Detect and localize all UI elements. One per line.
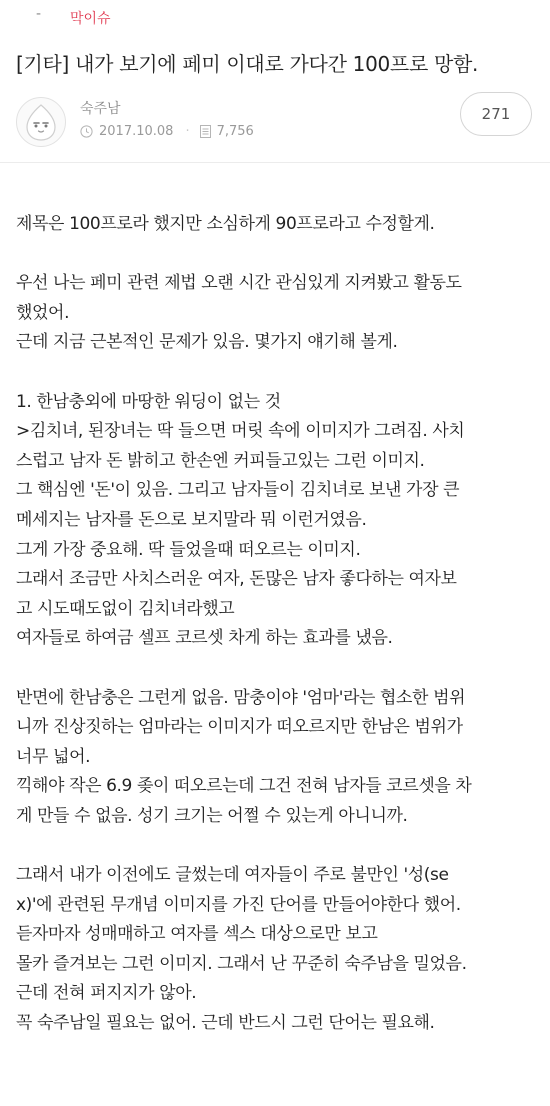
view-count: 7,756 [216, 124, 254, 139]
author-name[interactable]: 숙주남 [80, 101, 121, 117]
body-line: 메세지는 남자를 돈으로 보지말라 뭐 이런거였음. [16, 509, 367, 530]
body-line: x)'에 관련된 무개념 이미지를 가진 단어를 만들어야한다 했어. [16, 894, 461, 915]
header-divider [0, 162, 550, 163]
comment-count-button[interactable]: 271 [460, 92, 532, 136]
post-meta [80, 124, 254, 139]
body-line: 스럽고 남자 돈 밝히고 한손엔 커피들고있는 그런 이미지. [16, 450, 425, 471]
body-line [16, 831, 540, 861]
body-line: 그 핵심엔 '돈'이 있음. 그리고 남자들이 김치녀로 보낸 가장 큰 [16, 480, 460, 501]
body-line [16, 240, 540, 270]
body-line: 그게 가장 중요해. 딱 들었을때 떠오르는 이미지. [16, 539, 361, 560]
body-line: 근데 전혀 퍼지지가 않아. [16, 983, 197, 1004]
post-title: [기타] 내가 보기에 페미 이대로 가다간 100프로 망함. [16, 52, 479, 76]
body-line: 제목은 100프로라 했지만 소심하게 90프로라고 수정할게. [16, 214, 435, 234]
body-line [16, 654, 540, 684]
body-line: 너무 넓어. [16, 746, 91, 767]
post-body [16, 210, 540, 1039]
clock-icon [80, 125, 93, 138]
body-line: 게 만들 수 없음. 성기 크기는 어쩔 수 있는게 아니니까. [16, 805, 408, 826]
body-line [16, 358, 540, 388]
body-line: 몰카 즐겨보는 그런 이미지. 그래서 난 꾸준히 숙주남을 밀었음. [16, 953, 467, 974]
body-line: 우선 나는 페미 관련 제법 오랜 시간 관심있게 지켜봤고 활동도 [16, 273, 462, 294]
body-line: 했었어. [16, 302, 70, 323]
body-line: >김치녀, 된장녀는 딱 들으면 머릿 속에 이미지가 그려짐. 사치 [16, 421, 465, 442]
top-bar [0, 0, 550, 40]
avatar[interactable] [16, 97, 66, 147]
body-line: 꼭 숙주남일 필요는 없어. 근데 반드시 그런 단어는 필요해. [16, 1013, 435, 1034]
post-date: 2017.10.08 [99, 124, 174, 139]
views-icon [200, 125, 211, 138]
body-line: 고 시도때도없이 김치녀라했고 [16, 598, 235, 619]
body-line: 여자들로 하여금 셀프 코르셋 차게 하는 효과를 냈음. [16, 628, 393, 649]
bean-character-avatar-icon [17, 98, 65, 146]
body-line: 1. 한남충외에 마땅한 워딩이 없는 것 [16, 391, 281, 412]
body-line: 듣자마자 성매매하고 여자를 섹스 대상으로만 보고 [16, 924, 378, 945]
body-line: 근데 지금 근본적인 문제가 있음. 몇가지 얘기해 볼게. [16, 332, 398, 353]
body-line: 니까 진상짓하는 엄마라는 이미지가 떠오르지만 한남은 범위가 [16, 717, 463, 738]
body-line: 그래서 조금만 사치스러운 여자, 돈많은 남자 좋다하는 여자보 [16, 569, 457, 590]
body-line: 반면에 한남충은 그런게 없음. 맘충이야 '엄마'라는 협소한 범위 [16, 687, 466, 708]
meta-separator: · [185, 124, 190, 139]
board-name-link[interactable]: 막이슈 [70, 11, 111, 27]
body-line: 끽해야 작은 6.9 좆이 떠오르는데 그건 전혀 남자들 코르셋을 차 [16, 776, 472, 797]
back-dash-icon[interactable]: - [36, 6, 42, 22]
body-line: 그래서 내가 이전에도 글썼는데 여자들이 주로 불만인 '성(se [16, 865, 449, 886]
